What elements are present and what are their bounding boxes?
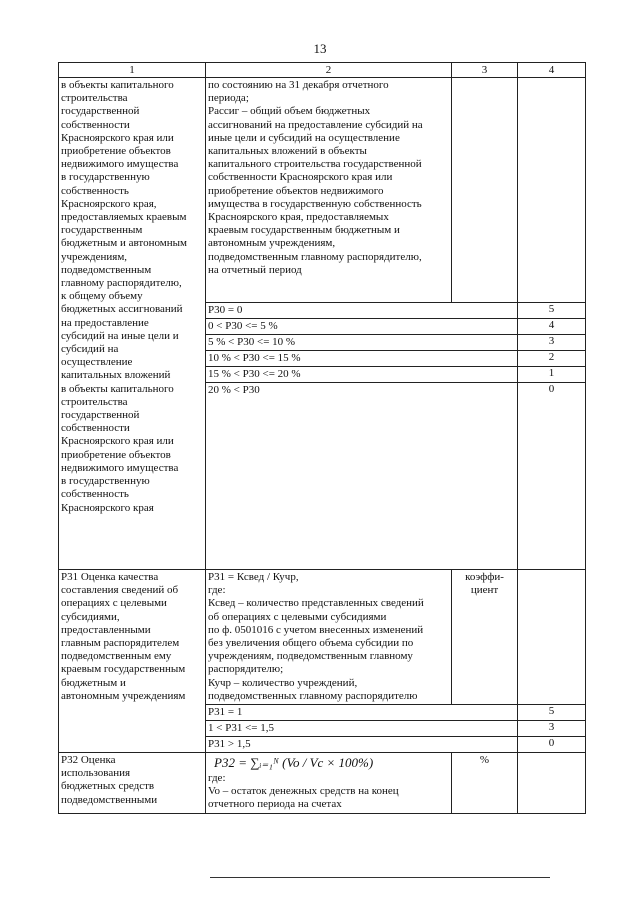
r30-desc-line: на отчетный период: [208, 263, 302, 276]
r31-name-line: главным распорядителем: [61, 637, 180, 650]
r32-score: [518, 753, 586, 814]
r31-desc-line: по ф. 0501016 с учетом внесенных изменений: [208, 623, 424, 636]
r30-name-line: собственности: [61, 422, 130, 435]
r30-name-line: недвижимого имущества: [61, 158, 179, 171]
r31-unit-line: коэффи-: [465, 571, 504, 583]
r31-unit: [452, 570, 518, 705]
r32-name-line: подведомственными: [61, 793, 158, 806]
r30-name-line: государственным: [61, 224, 143, 237]
r32-description: [206, 753, 452, 814]
r30-score: 2: [518, 351, 586, 367]
r30-name-line: на предоставление: [61, 316, 149, 329]
r31-desc-line: Р31 = Ксвед / Кучр,: [208, 571, 299, 583]
r32-name-line: бюджетных средств: [61, 780, 155, 793]
r31-desc-line: Ксвед – количество представленных сведений: [208, 597, 424, 610]
r30-name-line: бюджетным и автономным: [61, 237, 187, 250]
r30-desc-line: капитальных вложений в объекты: [208, 145, 367, 158]
r32-row: [59, 753, 586, 814]
r31-name-line: краевым государственным: [61, 663, 186, 676]
r32-unit: %: [452, 753, 518, 814]
r30-name-line: государственной: [61, 105, 140, 118]
r30-desc-line: подведомственным главному распорядителю,: [208, 250, 422, 263]
r30-desc-line: приобретение объектов недвижимого: [208, 184, 384, 197]
r30-desc-line: краевым государственным бюджетным и: [208, 224, 400, 237]
r30-name-line: государственной: [61, 409, 140, 422]
r31-desc-line: без увеличения общего объема субсидии по: [208, 637, 414, 650]
r30-unit-score: [518, 78, 586, 303]
r32-desc-line: Vo – остаток денежных средств на конец: [208, 785, 399, 798]
r30-condition: 20 % < Р30: [206, 383, 518, 570]
r31-condition: Р31 = 1: [206, 705, 518, 721]
r30-name-line: Красноярского края или: [61, 131, 174, 144]
r31-condition: 1 < Р31 <= 1,5: [206, 721, 518, 737]
r30-desc-line: собственности Красноярского края или: [208, 171, 393, 184]
r30-name-line: в объекты капитального: [61, 79, 174, 91]
r30-desc-line: автономным учреждениям,: [208, 237, 336, 250]
r31-desc-line: Кучр – количество учреждений,: [208, 676, 358, 689]
r30-name-line: Красноярского края,: [61, 197, 157, 210]
r31-name-line: автономным учреждениям: [61, 689, 186, 702]
r31-condition: Р31 > 1,5: [206, 737, 518, 753]
r30-score: 4: [518, 319, 586, 335]
r30-name-line: субсидий на: [61, 343, 119, 356]
r30-name-line: субсидий на иные цели и: [61, 329, 179, 342]
r31-desc-line: распорядителю;: [208, 663, 284, 676]
r30-desc-line: ассигнований на предоставление субсидий на: [208, 118, 423, 131]
r31-description-row: [59, 570, 586, 705]
r30-condition: 0 < Р30 <= 5 %: [206, 319, 518, 335]
r30-name-line: в государственную: [61, 171, 150, 184]
r30-desc-line: периода;: [208, 92, 249, 105]
r30-name-line: в государственную: [61, 475, 150, 488]
r30-name-line: капитальных вложений: [61, 369, 171, 382]
r31-score: 0: [518, 737, 586, 753]
header-col-4: 4: [518, 63, 586, 78]
r30-condition: 15 % < Р30 <= 20 %: [206, 367, 518, 383]
r30-name-line: Красноярского края или: [61, 435, 174, 448]
r31-name-line: подведомственным ему: [61, 650, 172, 663]
bottom-rule: [210, 877, 550, 878]
r30-condition: Р30 = 0: [206, 303, 518, 319]
r32-indicator-name: [59, 753, 206, 814]
r30-indicator-name: [59, 78, 206, 570]
r30-name-line: строительства: [61, 92, 128, 105]
r31-name-line: составления сведений об: [61, 584, 179, 597]
r32-formula: P32 = ∑ᵢ₌₁ᴺ (Vo / Vc × 100%): [214, 755, 374, 771]
r31-score: 3: [518, 721, 586, 737]
r30-name-line: бюджетных ассигнований: [61, 303, 183, 316]
r30-name-line: недвижимого имущества: [61, 461, 179, 474]
r30-name-line: приобретение объектов: [61, 145, 171, 158]
r30-desc-line: капитального строительства государственной: [208, 158, 422, 171]
header-row: [59, 63, 586, 78]
r30-name-line: учреждениям,: [61, 250, 128, 263]
r30-desc-line: иные цели и субсидий на осуществление: [208, 131, 400, 144]
r30-name-line: Красноярского края: [61, 501, 154, 514]
r32-name-line: Р32 Оценка: [61, 754, 116, 767]
r30-desc-line: Рассиг – общий объем бюджетных: [208, 105, 371, 118]
r30-name-line: к общему объему: [61, 290, 143, 303]
r31-name-line: субсидиями,: [61, 610, 120, 623]
r31-description: [206, 570, 452, 705]
r30-condition: 5 % < Р30 <= 10 %: [206, 335, 518, 351]
r32-desc-line: где:: [208, 772, 226, 785]
header-col-2: 2: [206, 63, 452, 78]
header-col-3: 3: [452, 63, 518, 78]
r31-desc-line: где:: [208, 584, 226, 597]
r30-name-line: в объекты капитального: [61, 382, 174, 395]
r30-name-line: приобретение объектов: [61, 448, 171, 461]
r31-desc-line: об операциях с целевыми субсидиями: [208, 610, 387, 623]
r30-desc-line: по состоянию на 31 декабря отчетного: [208, 79, 389, 91]
r31-desc-line: учреждениям, подведомственным главному: [208, 650, 413, 663]
r30-score: 3: [518, 335, 586, 351]
r30-name-line: собственности: [61, 118, 130, 131]
r30-unit: [452, 78, 518, 303]
r30-condition: 10 % < Р30 <= 15 %: [206, 351, 518, 367]
indicators-table: [58, 62, 586, 814]
r31-unit-line: циент: [470, 584, 499, 597]
r30-description-row: [59, 78, 586, 303]
r32-desc-line: отчетного периода на счетах: [208, 798, 342, 811]
r30-name-line: строительства: [61, 395, 128, 408]
r30-score: 5: [518, 303, 586, 319]
r31-name-line: бюджетным и: [61, 676, 126, 689]
r31-desc-line: подведомственных главному распорядителю: [208, 689, 418, 702]
r30-name-line: подведомственным: [61, 263, 152, 276]
r32-name-line: использования: [61, 767, 131, 780]
r31-score: 5: [518, 705, 586, 721]
r30-name-line: собственность: [61, 184, 129, 197]
r30-desc-line: Красноярского края, предоставляемых: [208, 211, 389, 224]
r31-indicator-name: [59, 570, 206, 753]
r30-name-line: главному распорядителю,: [61, 277, 182, 290]
r31-unit-score: [518, 570, 586, 705]
r31-name-line: предоставленными: [61, 623, 151, 636]
r30-score: 1: [518, 367, 586, 383]
r30-name-line: предоставляемых краевым: [61, 211, 187, 224]
r31-name-line: Р31 Оценка качества: [61, 571, 159, 583]
page-number: 13: [313, 41, 327, 56]
r30-description: [206, 78, 452, 303]
r30-name-line: осуществление: [61, 356, 133, 369]
r30-desc-line: имущества в государственную собственность: [208, 197, 422, 210]
r31-name-line: операциях с целевыми: [61, 597, 167, 610]
r30-name-line: собственность: [61, 488, 129, 501]
r30-score: 0: [518, 383, 586, 570]
header-col-1: 1: [59, 63, 206, 78]
